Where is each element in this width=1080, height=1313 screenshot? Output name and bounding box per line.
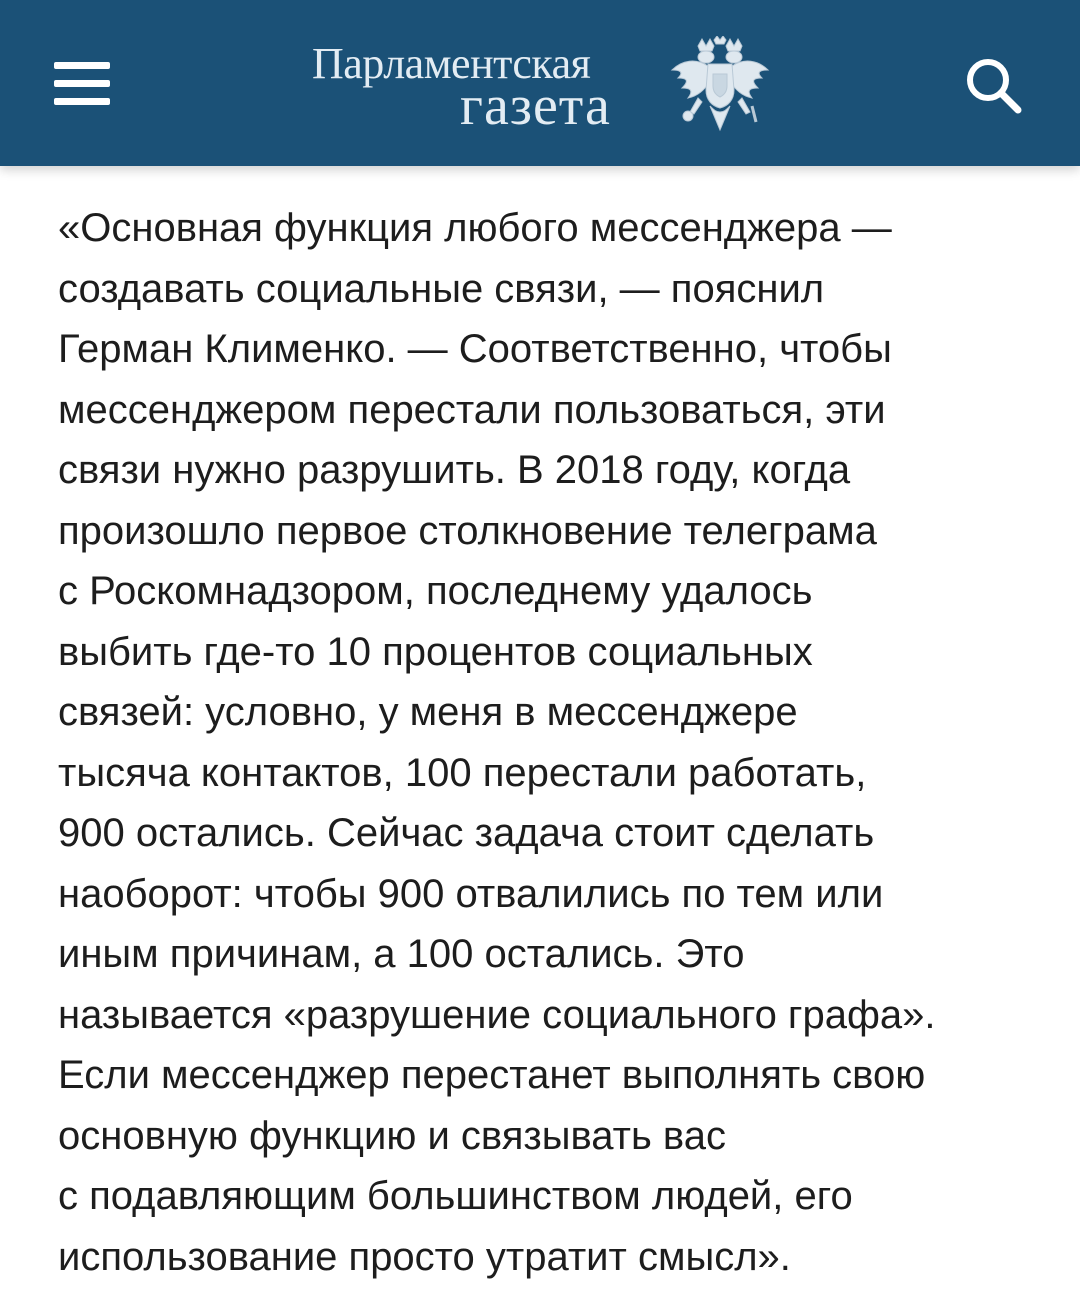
article-text-line: связей: условно, у меня в мессенджере [58, 690, 798, 734]
menu-bar-line [54, 62, 110, 69]
article-text-line: иным причинам, а 100 остались. Это [58, 932, 745, 976]
article-text-line: использование просто утратит смысл». [58, 1234, 791, 1279]
article-text-line: 900 остались. Сейчас задача стоит сделать [58, 811, 875, 855]
article-text-line: мессенджером перестали пользоваться, эти [58, 387, 886, 432]
article-text-line: называется «разрушение социального графа». [58, 992, 936, 1037]
article-text-line: с Роскомнадзором, последнему удалось [58, 569, 813, 613]
article-text-line: с подавляющим большинством людей, его [58, 1174, 853, 1218]
hamburger-menu-icon[interactable] [52, 53, 112, 113]
article-text-line: создавать социальные связи, — пояснил [58, 266, 825, 311]
article-text-line: выбить где-то 10 процентов социальных [58, 629, 813, 674]
article-text-line: тысяча контактов, 100 перестали работать, [58, 750, 867, 795]
logo-title-line1: Парламентская [312, 39, 591, 88]
article-text-line: наоборот: чтобы 900 отвалились по тем или [58, 871, 884, 916]
menu-bar-line [54, 80, 110, 87]
article-text-line: «Основная функция любого мессенджера — [58, 206, 892, 250]
article-paragraph [58, 198, 1048, 1287]
double-headed-eagle-emblem-icon [668, 36, 772, 136]
article-text-line: Если мессенджер перестанет выполнять свою [58, 1053, 926, 1097]
article-text-line: Герман Клименко. — Соответственно, чтобы [58, 327, 892, 371]
logo-title-line2: газета [460, 75, 611, 137]
site-logo[interactable] [312, 36, 782, 136]
article-text-line: произошло первое столкновение телеграма [58, 508, 877, 553]
article-text-line: связи нужно разрушить. В 2018 году, когда [58, 448, 851, 492]
top-navigation-bar [0, 0, 1080, 166]
article-text-line: основную функцию и связывать вас [58, 1113, 726, 1158]
menu-bar-line [54, 98, 110, 105]
search-icon[interactable] [958, 50, 1030, 122]
